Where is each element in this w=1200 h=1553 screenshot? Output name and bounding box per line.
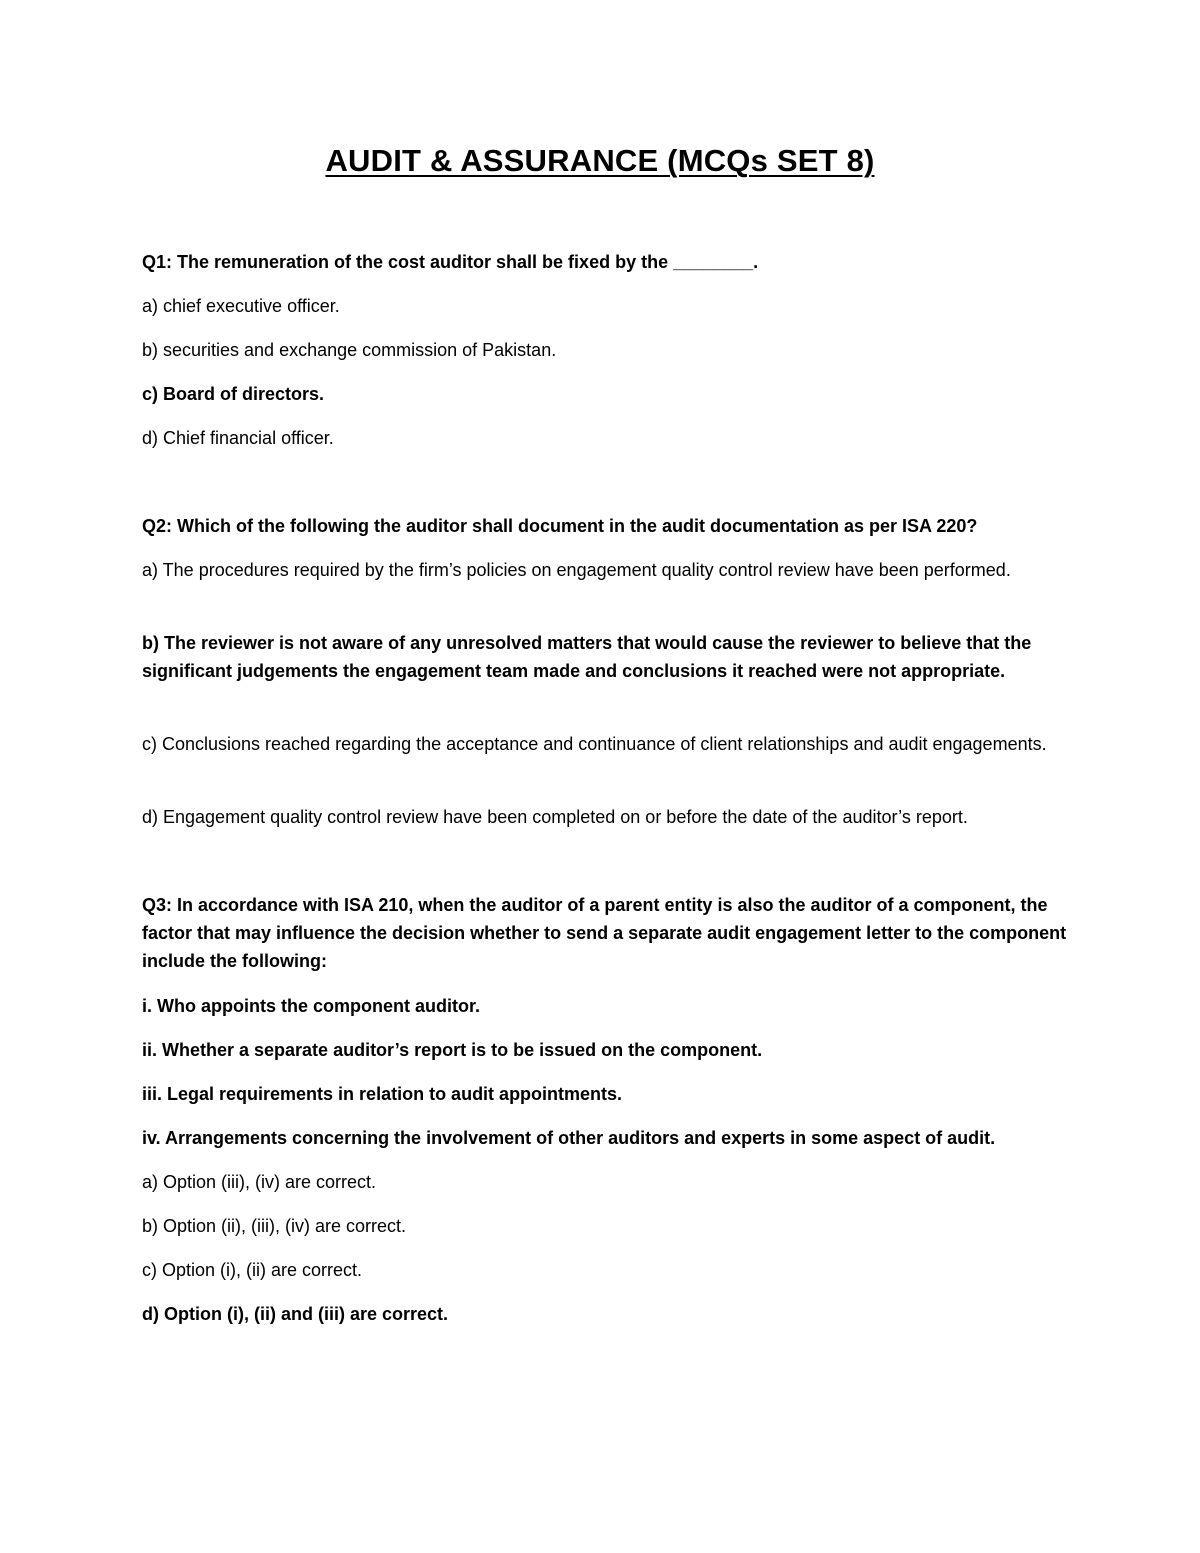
q2-question: Q2: Which of the following the auditor shall document in the audit documentation as per ISA 220? <box>142 516 978 536</box>
q3-statement-ii: ii. Whether a separate auditor’s report is to be issued on the component. <box>142 1040 763 1060</box>
q3-statement-i: i. Who appoints the component auditor. <box>142 996 480 1016</box>
q3-statement-iii: iii. Legal requirements in relation to audit appointments. <box>142 1084 623 1104</box>
q3-option-b: b) Option (ii), (iii), (iv) are correct. <box>142 1216 407 1236</box>
q2-option-a: a) The procedures required by the firm’s policies on engagement quality control review have been performed. <box>142 560 1011 580</box>
q3-option-a: a) Option (iii), (iv) are correct. <box>142 1172 377 1192</box>
q1-option-c: c) Board of directors. <box>142 384 325 404</box>
q1-option-a: a) chief executive officer. <box>142 296 340 316</box>
q1-option-d: d) Chief financial officer. <box>142 428 334 448</box>
q3-option-c: c) Option (i), (ii) are correct. <box>142 1260 363 1280</box>
q1-option-b: b) securities and exchange commission of Pakistan. <box>142 340 557 360</box>
q2-option-c: c) Conclusions reached regarding the acceptance and continuance of client relationships and audit engagements. <box>142 734 1047 754</box>
q2-option-d: d) Engagement quality control review have been completed on or before the date of the auditor’s report. <box>142 807 968 827</box>
document-title: AUDIT & ASSURANCE (MCQs SET 8) <box>325 143 875 178</box>
q1-question: Q1: The remuneration of the cost auditor shall be fixed by the ________. <box>142 252 759 272</box>
q3-option-d: d) Option (i), (ii) and (iii) are correct. <box>142 1304 449 1324</box>
q2-option-b: b) The reviewer is not aware of any unresolved matters that would cause the reviewer to believe that the significant judgements the engagement team made and conclusions it reached were not appropriate. <box>142 633 1032 681</box>
q3-question: Q3: In accordance with ISA 210, when the auditor of a parent entity is also the auditor of a component, the factor that may influence the decision whether to send a separate audit engagement letter to the component include the following: <box>142 895 1067 971</box>
q3-statement-iv: iv. Arrangements concerning the involvement of other auditors and experts in some aspect of audit. <box>142 1128 996 1148</box>
